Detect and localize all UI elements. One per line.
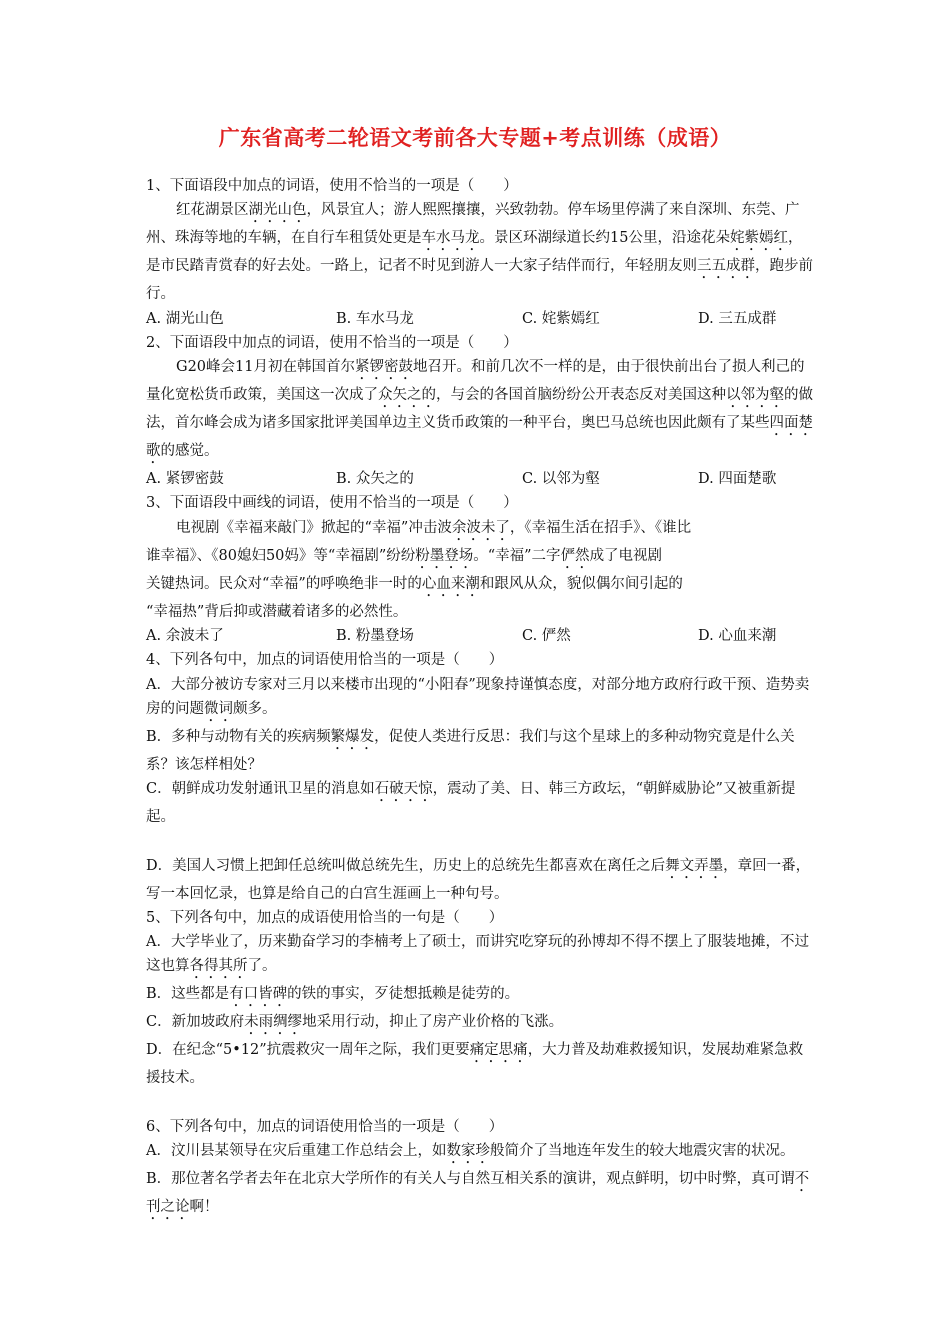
question-2-stem: 2、下面语段中加点的词语，使用不恰当的一项是（ ）	[146, 334, 518, 351]
q5-option-a: A．大学毕业了，历来勤奋学习的李楠考上了硕士，而讲究吃穿玩的孙博却不得不摆上了服装地摊，不过这也算各得其所了。	[146, 934, 809, 975]
q3-option-b: B. 粉墨登场	[336, 628, 414, 645]
q5-option-c: C．新加坡政府未雨绸缪地采用行动，抑止了房产业价格的飞涨。	[146, 1014, 564, 1031]
q2-marked-word-4: 四面楚歌	[146, 415, 813, 460]
q4-option-b: B．多种与动物有关的疾病频繁爆发，促使人类进行反思：我们与这个星球上的多种动物究竟是什么关系？该怎样相处？	[146, 728, 795, 773]
q1-marked-word-2: 车水马龙	[421, 230, 480, 247]
question-3-passage-line-1: 电视剧《幸福来敲门》掀起的“幸福”冲击波余波未了，《幸福生活在招手》、《谁比	[176, 519, 692, 536]
q6-option-b: B．那位著名学者去年在北京大学所作的有关人与自然互相关系的演讲，观点鲜明，切中时弊，真可谓不刊之论啊！	[146, 1171, 810, 1216]
q1-marked-word-3: 姹紫嫣红	[729, 230, 788, 247]
q2-option-a: A. 紧锣密鼓	[146, 471, 224, 488]
q3-option-d: D. 心血来潮	[698, 628, 777, 645]
q1-marked-word-4: 三五成群	[697, 258, 755, 275]
q4-marked-word-d: 舞文弄墨	[665, 857, 724, 874]
q3-marked-word-2: 粉墨登场	[415, 547, 474, 564]
question-1-stem: 1、下面语段中加点的词语，使用不恰当的一项是（ ）	[146, 178, 518, 194]
q3-marked-word-1: 余波未了	[451, 519, 510, 536]
q2-marked-word-2: 众矢之的	[378, 387, 436, 404]
q1-option-a: A. 湖光山色	[146, 310, 224, 327]
q1-option-c: C. 姹紫嫣红	[522, 310, 600, 327]
q1-option-d: D. 三五成群	[698, 310, 777, 327]
q5-marked-word-a: 各得其所	[189, 958, 248, 975]
document-body	[146, 174, 814, 1223]
q6-marked-word-b: 不刊之论	[146, 1171, 810, 1216]
question-6-stem: 6、下列各句中，加点的词语使用恰当的一项是（ ）	[146, 1118, 504, 1135]
question-3-options	[146, 624, 814, 648]
question-5-stem: 5、下列各句中，加点的成语使用恰当的一句是（ ）	[146, 909, 504, 926]
question-2-passage: G20峰会11月初在韩国首尔紧锣密鼓地召开。和前几次不一样的是，由于很快前出台了损人利己的量化宽松货币政策，美国这一次成了众矢之的，与会的各国首脑纷纷公开表态反对美国这种以邻为壑的做法，首尔峰会成为诸多国家批评美国单边主义货币政策的一种平台，奥巴马总统也因此颇有了某些四面楚歌的感觉。	[146, 359, 813, 460]
question-3-stem: 3、下面语段中画线的词语，使用不恰当的一项是（ ）	[146, 495, 518, 512]
page-title: 广东省高考二轮语文考前各大专题+考点训练（成语）	[218, 126, 732, 150]
question-3-passage-line-4: “幸福热”背后抑或潜藏着诸多的必然性。	[146, 603, 408, 620]
q5-marked-word-c: 未雨绸缪	[244, 1014, 303, 1031]
q3-option-a: A. 余波未了	[146, 628, 224, 645]
question-1-options	[146, 307, 814, 331]
question-3-passage-line-2: 谁幸福》、《80媳妇50妈》等“幸福剧”纷纷粉墨登场。“幸福”二字俨然成了电视剧	[146, 547, 663, 564]
q4-option-a: A．大部分被访专家对三月以来楼市出现的“小阳春”现象持谨慎态度，对部分地方政府行政干预、造势卖房的问题微词颇多。	[146, 676, 810, 717]
q5-option-d: D．在纪念“5•12”抗震救灾一周年之际，我们更要痛定思痛，大力普及劫难救援知识，发展劫难紧急救援技术。	[146, 1042, 804, 1087]
spacer	[146, 830, 814, 854]
question-3-passage-line-3: 关键热词。民众对“幸福”的呼唤绝非一时的心血来潮和跟风从众，貌似偶尔间引起的	[146, 575, 683, 592]
question-2-options	[146, 467, 814, 491]
q5-marked-word-b: 有口皆碑	[229, 986, 288, 1003]
question-4-stem: 4、下列各句中，加点的词语使用恰当的一项是（ ）	[146, 652, 504, 669]
spacer	[146, 1091, 814, 1115]
q5-option-b: B．这些都是有口皆碑的铁的事实，歹徒想抵赖是徒劳的。	[146, 986, 520, 1003]
q4-option-d: D．美国人习惯上把卸任总统叫做总统先生，历史上的总统先生都喜欢在离任之后舞文弄墨，章回一番，写一本回忆录，也算是给自己的白宫生涯画上一种句号。	[146, 857, 811, 902]
q4-marked-word-c: 石破天惊	[374, 781, 433, 798]
q3-marked-word-3: 俨然	[560, 547, 590, 564]
question-1-passage: 红花湖景区湖光山色，风景宜人；游人熙熙攘攘，兴致勃勃。停车场里停满了来自深圳、东莞、广州、珠海等地的车辆，在自行车租赁处更是车水马龙。景区环湖绿道长约15公里，沿途花朵姹紫嫣红，是市民踏青赏春的好去处。一路上，记者不时见到游人一大家子结伴而行，年轻朋友则三五成群，跑步前行。	[146, 202, 813, 303]
q2-marked-word-1: 紧锣密鼓	[354, 359, 413, 376]
q4-marked-word-a: 微词	[204, 700, 233, 717]
q6-marked-word-a: 数家珍	[446, 1143, 490, 1160]
q3-option-c: C. 俨然	[522, 628, 571, 645]
q2-option-c: C. 以邻为壑	[522, 471, 600, 488]
q6-option-a: A．汶川县某领导在灾后重建工作总结会上，如数家珍般简介了当地连年发生的较大地震灾害的状况。	[146, 1143, 795, 1160]
q2-option-d: D. 四面楚歌	[698, 471, 777, 488]
q2-option-b: B. 众矢之的	[336, 471, 414, 488]
q5-marked-word-d: 痛定思痛	[469, 1042, 528, 1059]
q1-option-b: B. 车水马龙	[336, 310, 414, 327]
q2-marked-word-3: 以邻为壑	[726, 387, 784, 404]
q4-marked-word-b: 繁爆发	[330, 728, 375, 745]
q1-marked-word-1: 湖光山色	[248, 202, 307, 219]
q3-marked-word-4: 心血来潮	[421, 575, 480, 592]
q4-option-c: C．朝鲜成功发射通讯卫星的消息如石破天惊，震动了美、日、韩三方政坛，“朝鲜威胁论”又被重新提起。	[146, 781, 796, 826]
